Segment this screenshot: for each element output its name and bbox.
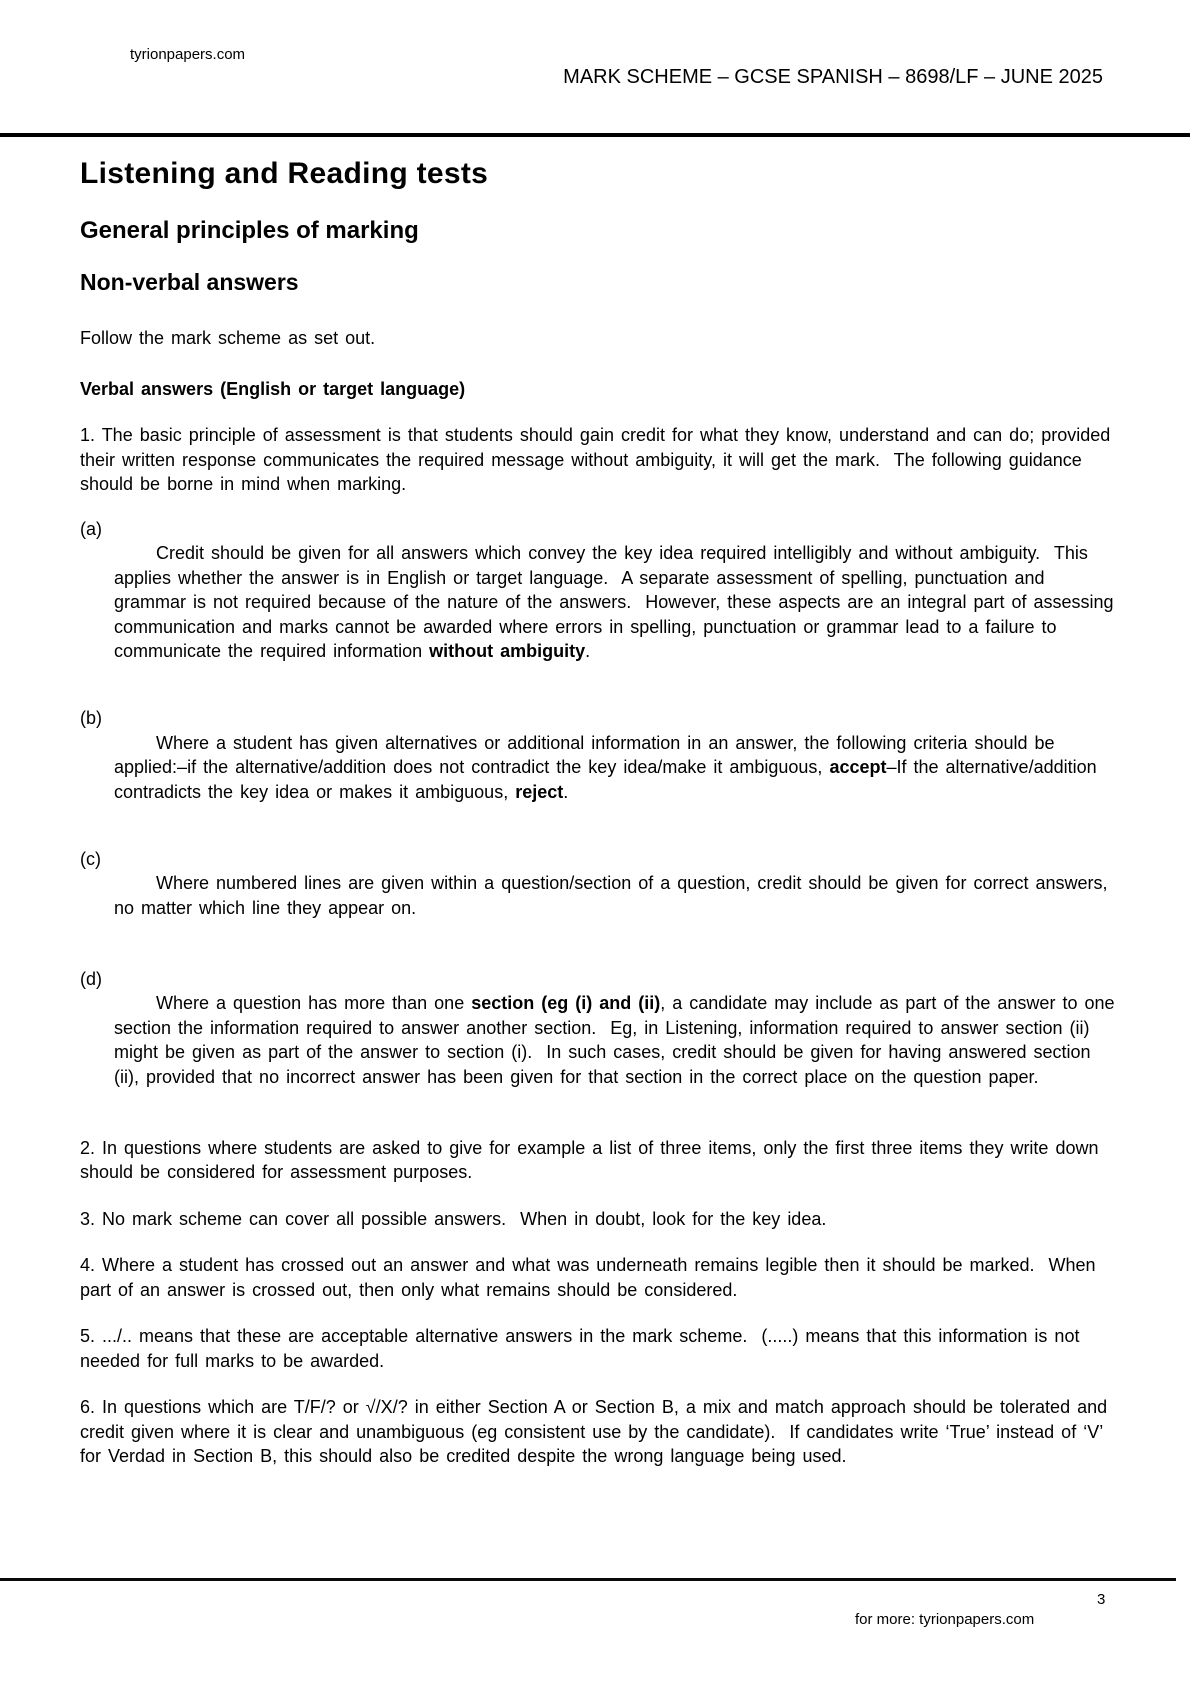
list-item-d-seg2: , a candidate may include as part of the answer to one section the information required to answer another section. Eg, in Listening, information required to answer section (ii) might be given as part of the answer to section (i). In such cases, credit should be given for having answered section (ii), provided that no incorrect answer has been given for that section in the correct place on the question paper.	[114, 993, 1122, 1087]
list-item-b-seg1: Where a student has given alternatives or additional information in an answer, the following criteria should be applied:–if the alternative/addition does not contradict the key idea/make it ambiguous,	[114, 732, 1062, 777]
list-item-b-bold1: accept	[829, 757, 887, 777]
list-item-c-seg1: Where numbered lines are given within a question/section of a question, credit should be given for correct answers, no matter which line they appear on.	[114, 873, 1115, 918]
list-item-d-bold1: section (eg (i) and (ii)	[471, 993, 661, 1013]
paragraph-4: 4. Where a student has crossed out an answer and what was underneath remains legible then it should be marked. When part of an answer is crossed out, then only what remains should be considered.	[80, 1255, 1103, 1300]
list-item-a-bold1: without ambiguity	[429, 641, 586, 661]
list-item-d-text	[114, 993, 1122, 1087]
intro-paragraph: Follow the mark scheme as set out.	[80, 328, 376, 348]
verbal-answers-heading: Verbal answers (English or target language)	[80, 378, 466, 399]
document-header-title: MARK SCHEME – GCSE SPANISH – 8698/LF – JUNE 2025	[563, 66, 1103, 88]
paragraph-6: 6. In questions which are T/F/? or √/X/? in either Section A or Section B, a mix and match approach should be tolerated and credit given where it is clear and unambiguous (eg consistent use by the candidate). If candidates write ‘True’ instead of ‘V’ for Verdad in Section B, this should also be credited despite the wrong language being used.	[80, 1397, 1115, 1466]
list-item-b-seg2: –If the alternative/addition contradicts the key idea or makes it ambiguous,	[114, 757, 1104, 802]
footer-rule	[0, 1578, 1176, 1581]
list-item-b	[80, 706, 1116, 829]
page-number: 3	[1097, 1591, 1106, 1608]
list-item-b-text	[114, 733, 1104, 802]
page-content	[80, 156, 1122, 1469]
header-rule	[0, 133, 1190, 137]
list-item-d	[80, 967, 1122, 1114]
list-item-c-label: (c)	[80, 848, 101, 869]
list-item-a	[80, 517, 1121, 689]
paragraph-5: 5. .../.. means that these are acceptable alternative answers in the mark scheme. (.....) means that this information is not needed for full marks to be awarded.	[80, 1326, 1087, 1371]
list-item-a-seg2: .	[585, 641, 591, 661]
list-item-a-label: (a)	[80, 518, 102, 539]
list-item-c-text	[114, 873, 1115, 918]
footer-watermark: for more: tyrionpapers.com	[855, 1611, 1035, 1628]
list-item-b-bold2: reject	[515, 781, 564, 802]
list-item-c	[80, 847, 1116, 945]
list-item-a-seg1: Credit should be given for all answers which convey the key idea required intelligibly and without ambiguity. This applies whether the answer is in English or target language. A separate assessment of spelling, punctuation and grammar is not required because of the nature of the answers. However, these aspects are an integral part of assessing communication and marks cannot be awarded where errors in spelling, punctuation or grammar lead to a failure to communicate the required information	[114, 543, 1121, 661]
page-title: Listening and Reading tests	[80, 157, 489, 190]
site-watermark: tyrionpapers.com	[130, 46, 246, 63]
list-item-d-label: (d)	[80, 968, 102, 989]
list-item-b-seg3: .	[563, 781, 569, 802]
paragraph-2: 2. In questions where students are asked to give for example a list of three items, only the first three items they write down should be considered for assessment purposes.	[80, 1137, 1106, 1182]
list-item-a-text	[114, 543, 1121, 661]
paragraph-3: 3. No mark scheme can cover all possible answers. When in doubt, look for the key idea.	[80, 1208, 827, 1229]
list-item-d-seg1: Where a question has more than one	[156, 993, 472, 1013]
section-heading-general-principles: General principles of marking	[80, 217, 419, 244]
section-heading-non-verbal: Non-verbal answers	[80, 269, 299, 295]
paragraph-1: 1. The basic principle of assessment is that students should gain credit for what they know, understand and can do; provided their written response communicates the required message without ambiguity, it will get the mark. The following guidance should be borne in mind when marking.	[80, 425, 1118, 494]
list-item-b-label: (b)	[80, 708, 102, 728]
